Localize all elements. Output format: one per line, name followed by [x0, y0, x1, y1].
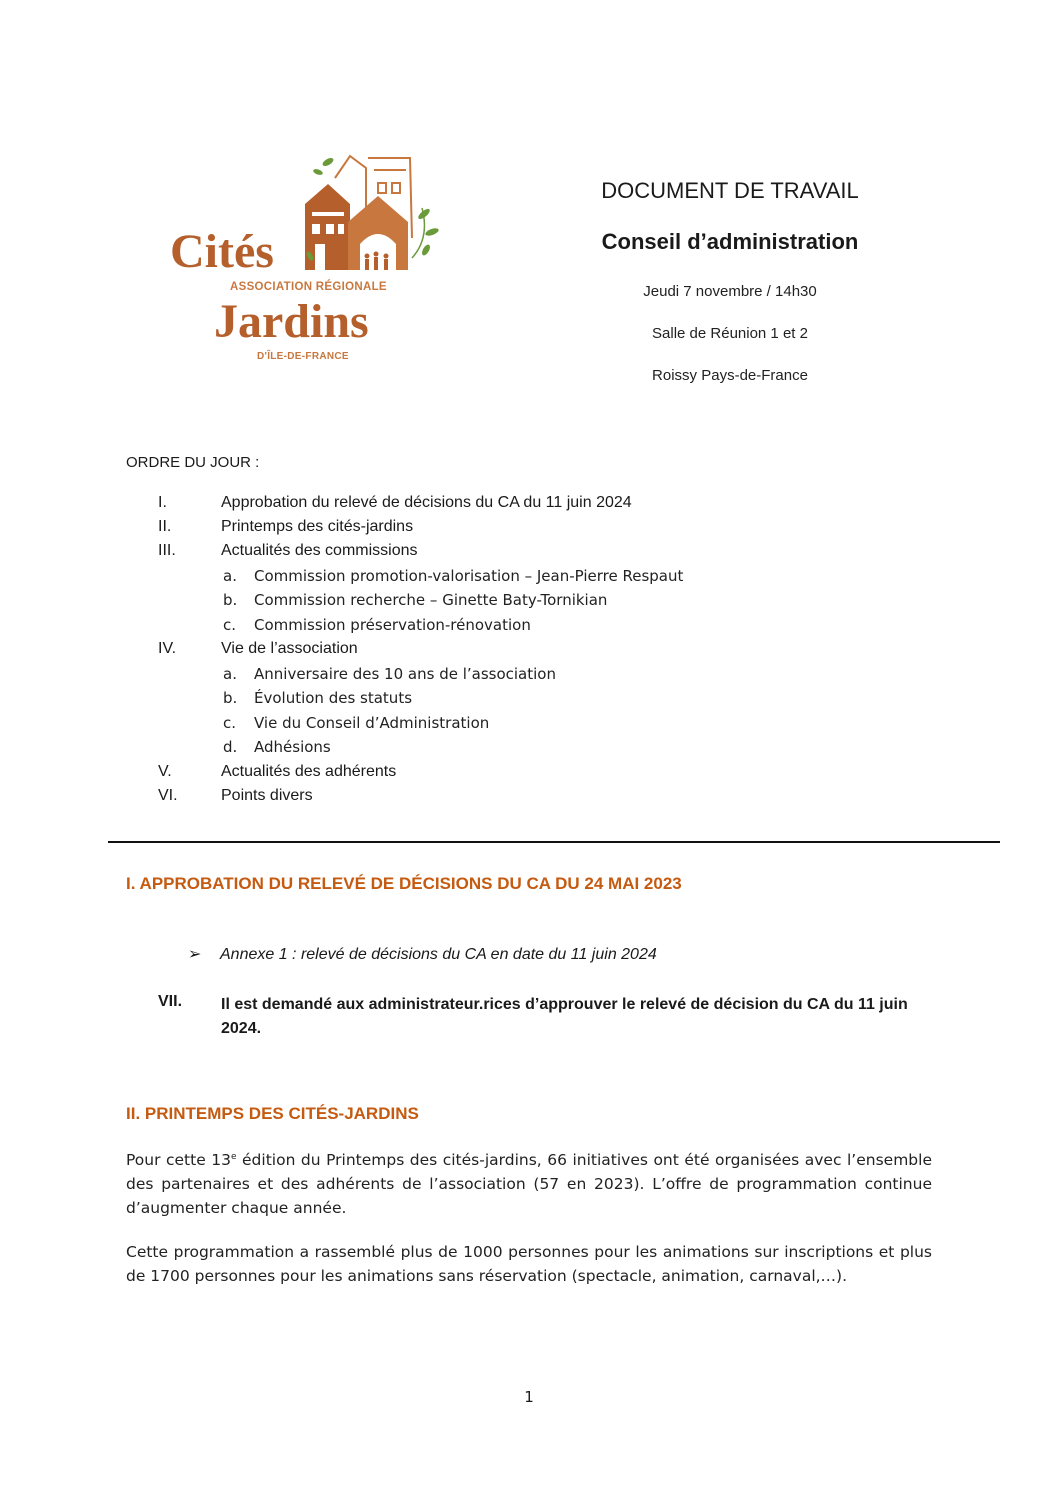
section-heading-approval: I. APPROBATION DU RELEVÉ DE DÉCISIONS DU CA DU 24 MAI 2023	[126, 874, 682, 893]
annex-reference	[188, 944, 657, 964]
agenda-item-text: Printemps des cités-jardins	[221, 518, 414, 535]
agenda-subitem-text: Commission recherche – Ginette Baty-Tornikian	[254, 591, 608, 609]
agenda-item-text: Points divers	[221, 787, 313, 804]
paragraph-edition	[126, 1148, 932, 1220]
agenda-subitem-text: Vie du Conseil d’Administration	[254, 714, 490, 732]
agenda-label: ORDRE DU JOUR :	[126, 454, 260, 471]
agenda-subitem-letter: b.	[223, 689, 238, 707]
agenda-subitem-text: Adhésions	[254, 738, 331, 756]
meeting-place: Roissy Pays-de-France	[652, 367, 808, 384]
agenda-subitem-letter: a.	[223, 567, 237, 585]
logo-word-cites: Cités	[170, 225, 274, 278]
section-heading-printemps: II. PRINTEMPS DES CITÉS-JARDINS	[126, 1104, 419, 1123]
section-divider	[108, 841, 1000, 843]
annex-text: Annexe 1 : relevé de décisions du CA en date du 11 juin 2024	[220, 946, 657, 963]
logo-association-text: ASSOCIATION RÉGIONALE	[230, 281, 387, 293]
agenda-item-text: Vie de l’association	[221, 640, 358, 657]
arrow-bullet-icon: ➢	[188, 946, 202, 963]
agenda-item-number: IV.	[158, 640, 177, 657]
agenda-subitem-text: Évolution des statuts	[254, 689, 413, 707]
decision-number: VII.	[158, 993, 183, 1010]
agenda-subitem-letter: b.	[223, 591, 238, 609]
agenda-subitem-letter: d.	[223, 738, 238, 756]
agenda-item-number: III.	[158, 542, 176, 559]
agenda-item-number: V.	[158, 763, 172, 780]
agenda-item-text: Actualités des adhérents	[221, 763, 397, 780]
logo-region-text: D'ÎLE-DE-FRANCE	[257, 351, 349, 362]
agenda-subitem-letter: c.	[223, 714, 237, 732]
page-number: 1	[524, 1388, 534, 1406]
paragraph-edition-start: Pour cette 13	[126, 1151, 231, 1169]
paragraph-edition-rest: édition du Printemps des cités-jardins, 66 initiatives ont été organisées avec l’ensemble des partenaires et des adhérents de l’association (57 en 2023). L’offre de programmation continue d’augmenter chaque année.	[126, 1151, 932, 1217]
document-title: DOCUMENT DE TRAVAIL	[601, 178, 859, 203]
agenda-subitem-letter: c.	[223, 616, 237, 634]
agenda-subitem-text: Commission promotion-valorisation – Jean-Pierre Respaut	[254, 567, 684, 585]
meeting-date: Jeudi 7 novembre / 14h30	[643, 283, 817, 300]
agenda-item-text: Approbation du relevé de décisions du CA du 11 juin 2024	[221, 494, 632, 511]
association-logo	[160, 148, 450, 378]
document-subtitle: Conseil d’administration	[601, 229, 859, 254]
logo-word-jardins: Jardins	[214, 295, 369, 348]
agenda-item-number: VI.	[158, 787, 178, 804]
meeting-room: Salle de Réunion 1 et 2	[652, 325, 808, 342]
agenda-item-text: Actualités des commissions	[221, 542, 418, 559]
agenda-subitem-text: Commission préservation-rénovation	[254, 616, 531, 634]
agenda-subitem-text: Anniversaire des 10 ans de l’association	[254, 665, 556, 683]
ordinal-superscript: e	[230, 1151, 237, 1162]
agenda-subitem-letter: a.	[223, 665, 237, 683]
agenda-item-number: II.	[158, 518, 172, 535]
decision-text: Il est demandé aux administrateur.rices d’approuver le relevé de décision du CA du 11 juin 2024.	[221, 996, 908, 1037]
paragraph-attendance: Cette programmation a rassemblé plus de 1000 personnes pour les animations sur inscriptions et plus de 1700 personnes pour les animations sans réservation (spectacle, animation, carnaval,…).	[126, 1243, 932, 1285]
agenda-item-number: I.	[158, 494, 167, 511]
